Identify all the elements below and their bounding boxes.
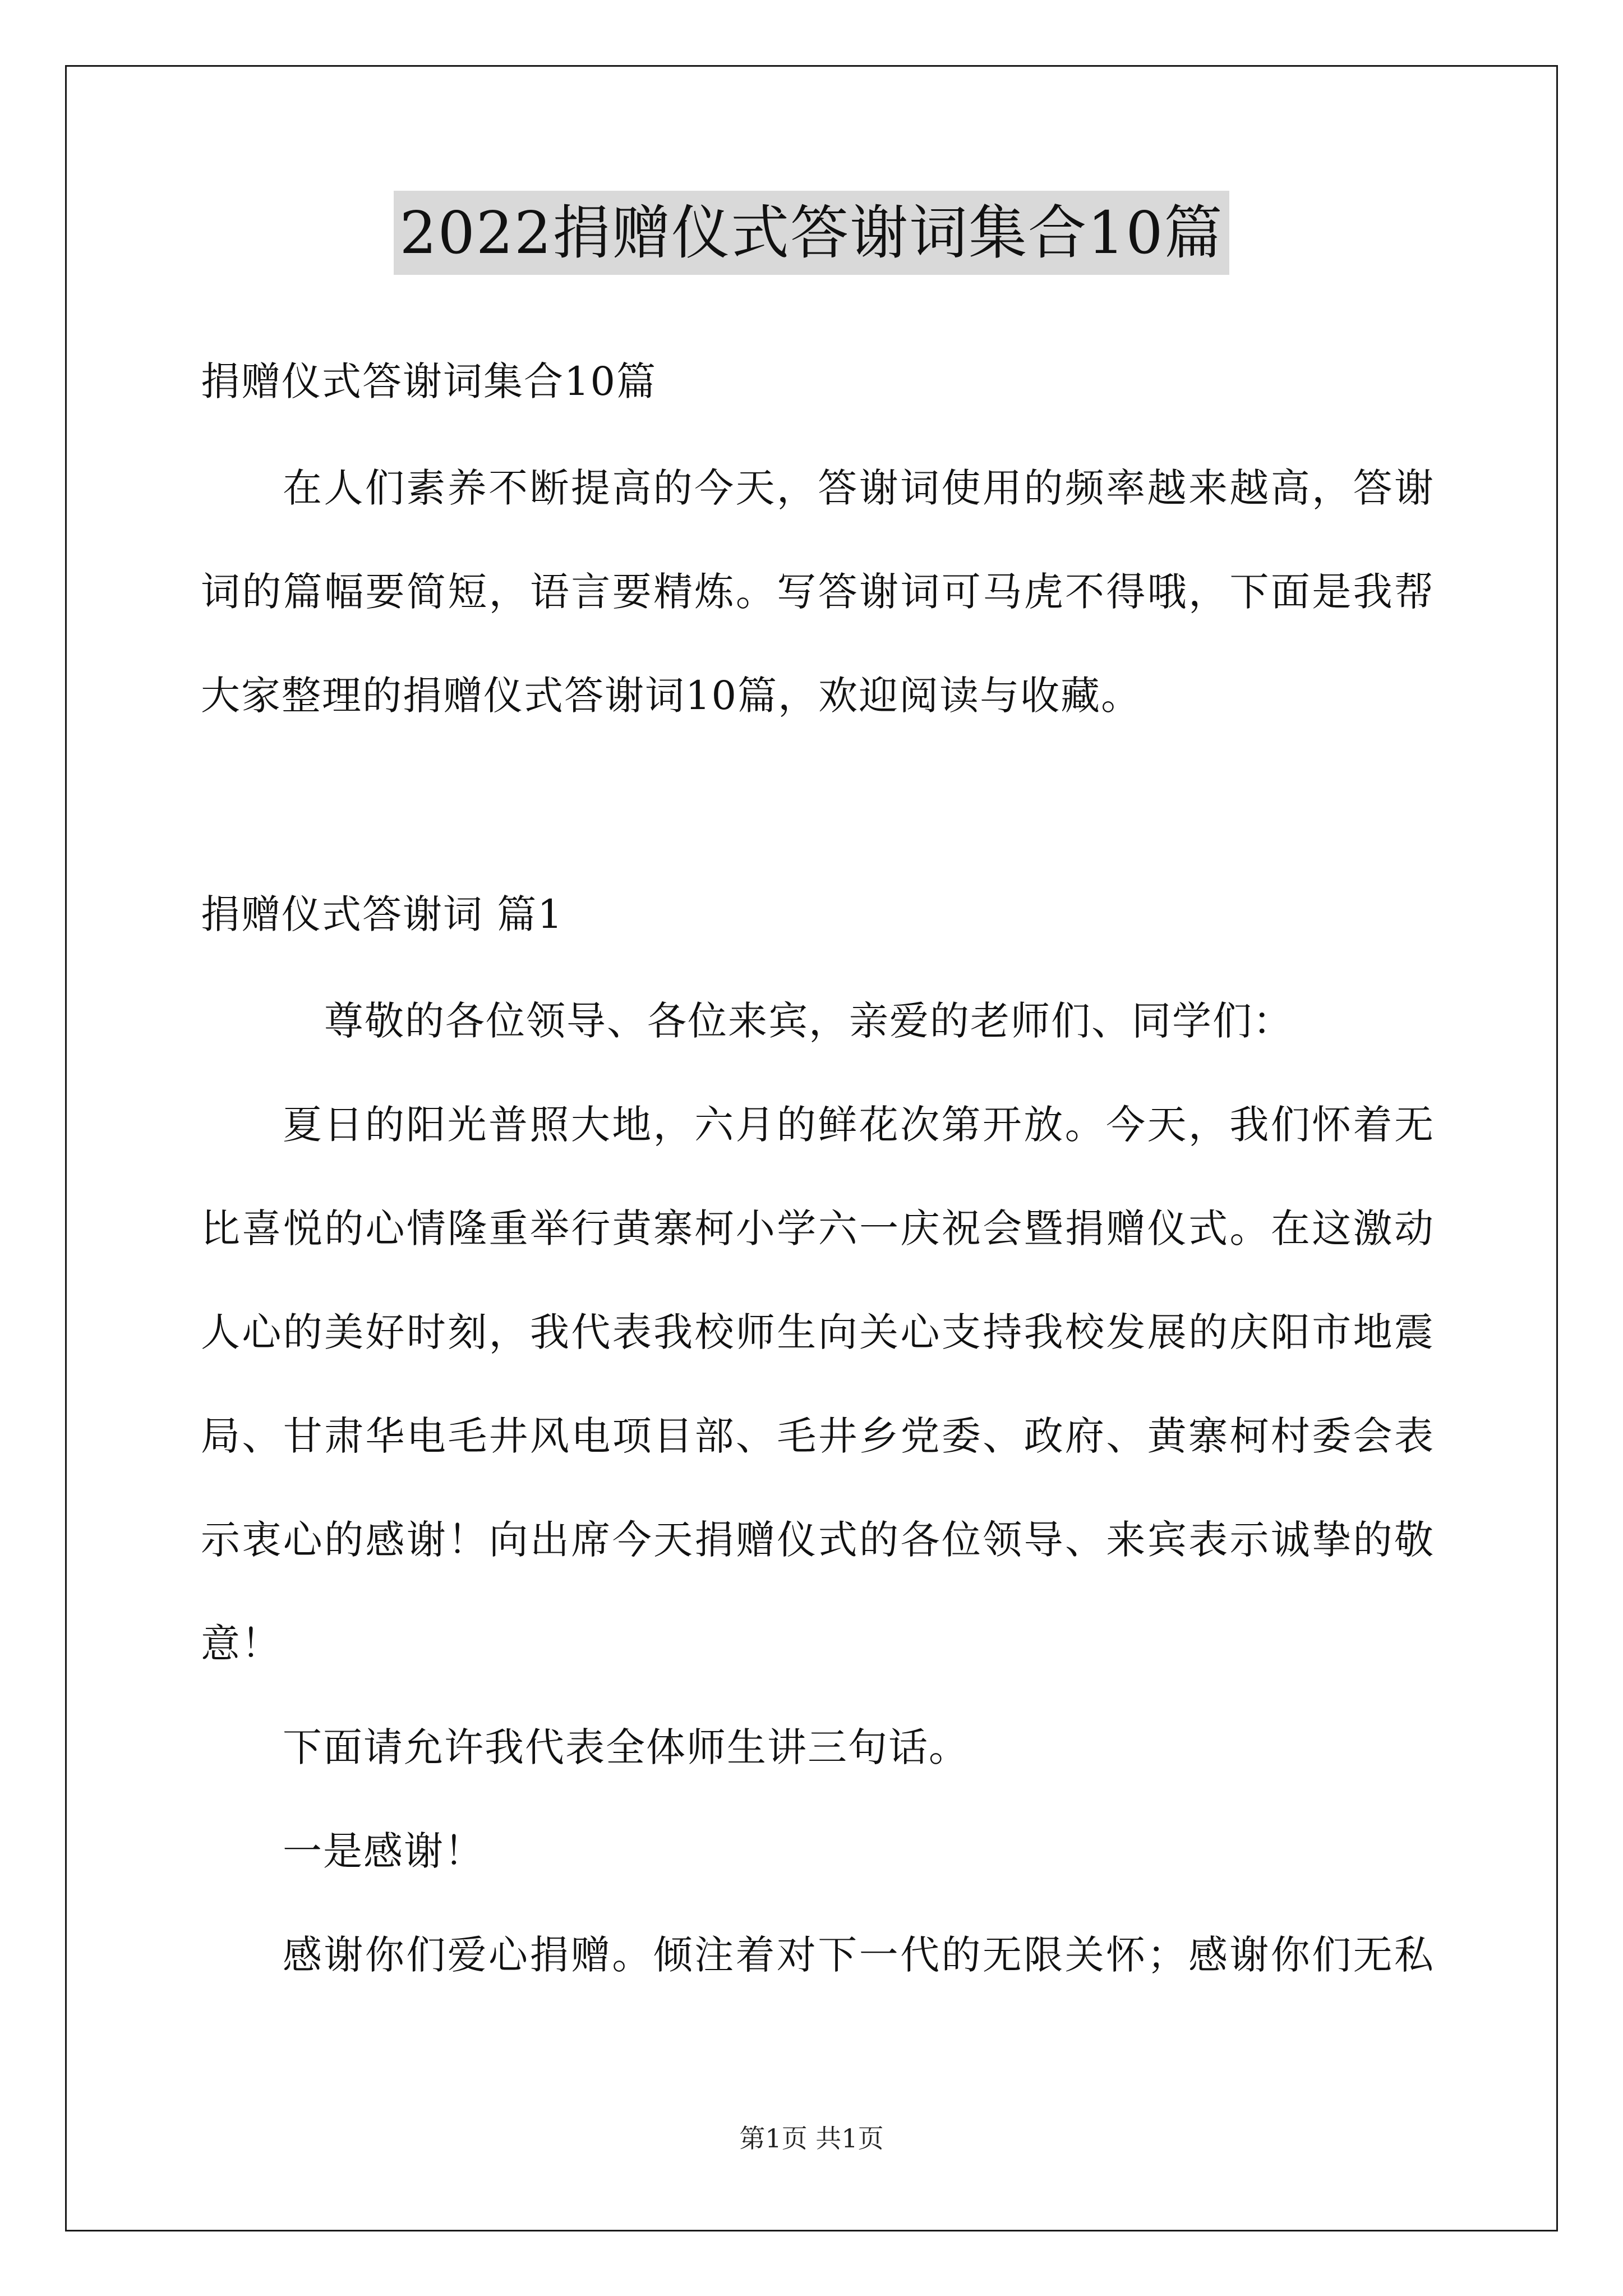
para1-line-1: 夏日的阳光普照大地，六月的鲜花次第开放。今天，我们怀着无 [283,1102,1435,1148]
salutation: 尊敬的各位领导、各位来宾，亲爱的老师们、同学们： [324,998,1293,1044]
document-title: 2022捐赠仪式答谢词集合10篇 [394,191,1229,275]
intro-line-3: 大家整理的捐赠仪式答谢词10篇，欢迎阅读与收藏。 [201,673,1142,719]
para1-line-6: 意！ [201,1621,282,1667]
document-subtitle: 捐赠仪式答谢词集合10篇 [201,358,657,404]
para1-line-2: 比喜悦的心情隆重举行黄寨柯小学六一庆祝会暨捐赠仪式。在这激动 [201,1205,1435,1251]
title-container [0,191,1623,275]
para3: 一是感谢！ [283,1828,485,1874]
intro-line-2: 词的篇幅要简短，语言要精炼。写答谢词可马虎不得哦，下面是我帮 [201,569,1435,615]
para2: 下面请允许我代表全体师生讲三句话。 [283,1724,969,1770]
intro-line-1: 在人们素养不断提高的今天，答谢词使用的频率越来越高，答谢 [283,465,1435,511]
para4-line-1: 感谢你们爱心捐赠。倾注着对下一代的无限关怀；感谢你们无私 [283,1932,1435,1978]
section-heading: 捐赠仪式答谢词 篇1 [201,891,564,937]
para1-line-4: 局、甘肃华电毛井风电项目部、毛井乡党委、政府、黄寨柯村委会表 [201,1413,1435,1459]
page-footer: 第1页 共1页 [739,2123,884,2154]
para1-line-3: 人心的美好时刻，我代表我校师生向关心支持我校发展的庆阳市地震 [201,1309,1435,1355]
para1-line-5: 示衷心的感谢！向出席今天捐赠仪式的各位领导、来宾表示诚挚的敬 [201,1517,1435,1563]
